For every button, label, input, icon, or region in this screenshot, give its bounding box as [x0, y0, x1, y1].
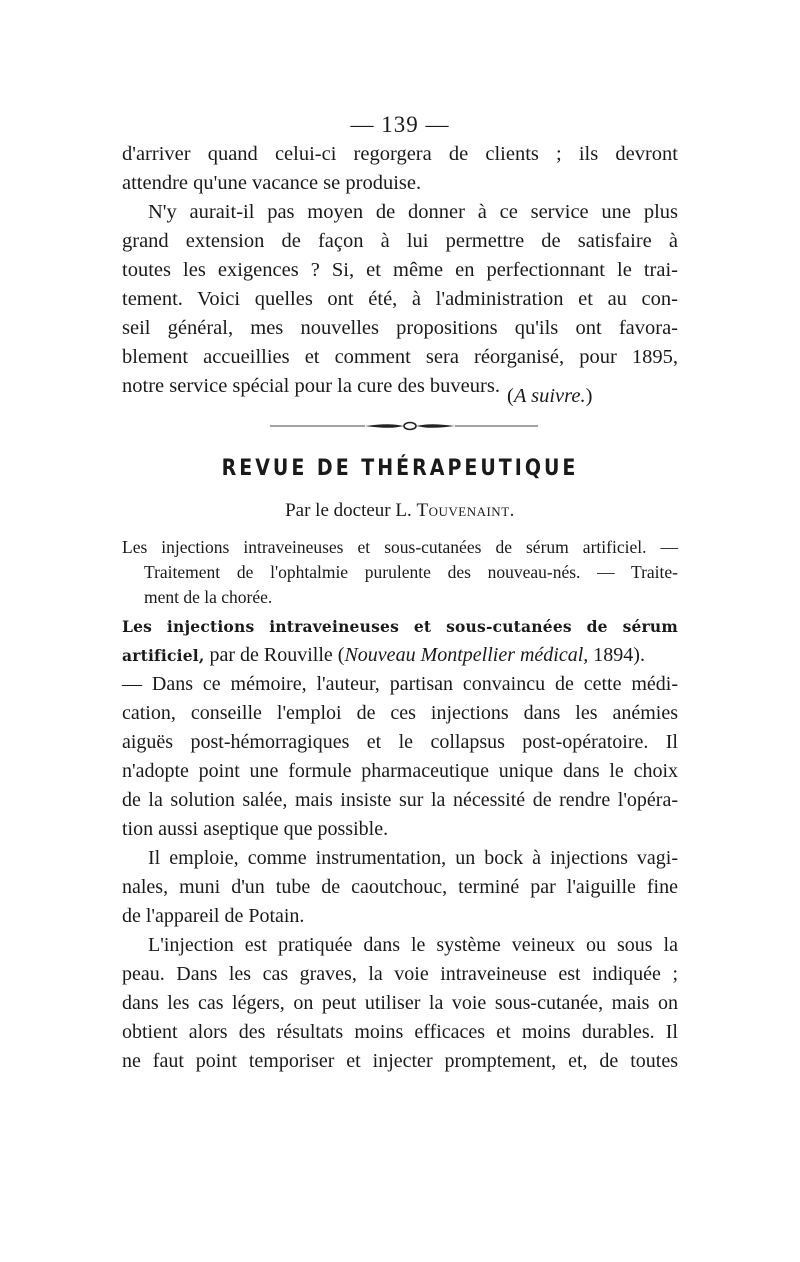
- article-heading-end: artificiel,: [122, 646, 205, 665]
- text-line: aiguës post-hémorragiques et le collapsus post-opératoire. Il: [122, 731, 678, 753]
- text-line: toutes les exigences ? Si, et même en perfectionnant le trai-: [122, 259, 678, 281]
- article-body: [122, 612, 678, 1076]
- page-number: — 139 —: [350, 112, 450, 137]
- to-be-continued: [507, 382, 592, 411]
- text-line: seil général, mes nouvelles propositions qu'ils ont favora-: [122, 317, 678, 339]
- text-line: nales, muni d'un tube de caoutchouc, terminé par l'aiguille fine: [122, 876, 678, 898]
- author-name: Touvenaint.: [416, 500, 515, 521]
- suivre-text: A suivre.: [513, 385, 586, 407]
- text-line: peau. Dans les cas graves, la voie intraveineuse est indiquée ;: [122, 963, 678, 985]
- article-heading-line: [122, 612, 678, 641]
- text-line: dans les cas légers, on peut utiliser la voie sous-cutanée, mais on: [122, 992, 678, 1014]
- byline-prefix: Par le docteur L.: [285, 500, 412, 521]
- text-line: Il emploie, comme instrumentation, un bock à injections vagi-: [148, 847, 678, 869]
- text-line: d'arriver quand celui-ci regorgera de clients ; ils devront: [122, 143, 678, 165]
- paragraph-extension: [122, 198, 678, 401]
- text-line: grand extension de façon à lui permettre de satisfaire à: [122, 230, 678, 252]
- text-line: L'injection est pratiquée dans le système veineux ou sous la: [148, 934, 678, 956]
- citation-author: par de Rouville (: [204, 644, 345, 666]
- continuation-text: [122, 140, 678, 198]
- suivre-close: ): [585, 385, 593, 407]
- text-line: de la solution salée, mais insiste sur la nécessité de rendre l'opéra-: [122, 789, 678, 811]
- text-line: notre service spécial pour la cure des buveurs.: [122, 375, 500, 397]
- suivre-open: (: [507, 385, 514, 407]
- journal-title: Nouveau Montpellier médical,: [344, 644, 589, 666]
- text-line: obtient alors des résultats moins efficaces et moins durables. Il: [122, 1021, 678, 1043]
- text-line: — Dans ce mémoire, l'auteur, partisan convaincu de cette médi-: [122, 673, 678, 695]
- summary-line: ment de la chorée.: [144, 587, 273, 607]
- text-line: blement accueillies et comment sera réorganisé, pour 1895,: [122, 346, 678, 368]
- text-line: de l'appareil de Potain.: [122, 905, 305, 927]
- article-heading: Les injections intraveineuses et sous-cutanées de sérum: [122, 617, 678, 636]
- text-line: attendre qu'une vacance se produise.: [122, 172, 422, 194]
- text-line: tion aussi aseptique que possible.: [122, 818, 389, 840]
- text-line: cation, conseille l'emploi de ces injections dans les anémies: [122, 702, 678, 724]
- citation-year: 1894).: [588, 644, 645, 666]
- section-title: REVUE DE THÉRAPEUTIQUE: [221, 455, 579, 481]
- article-heading-line: [122, 641, 678, 670]
- ornamental-divider: [270, 418, 538, 434]
- text-line: ne faut point temporiser et injecter promptement, et, de toutes: [122, 1050, 678, 1072]
- text-line: N'y aurait-il pas moyen de donner à ce service une plus: [148, 201, 678, 223]
- summary-line: Les injections intraveineuses et sous-cutanées de sérum artificiel. —: [122, 537, 678, 557]
- text-line: n'adopte point une formule pharmaceutique unique dans le choix: [122, 760, 678, 782]
- summary-line: Traitement de l'ophtalmie purulente des nouveau-nés. — Traite-: [144, 562, 678, 582]
- byline: [0, 500, 800, 522]
- text-line: tement. Voici quelles ont été, à l'administration et au con-: [122, 288, 678, 310]
- section-summary: [122, 535, 678, 610]
